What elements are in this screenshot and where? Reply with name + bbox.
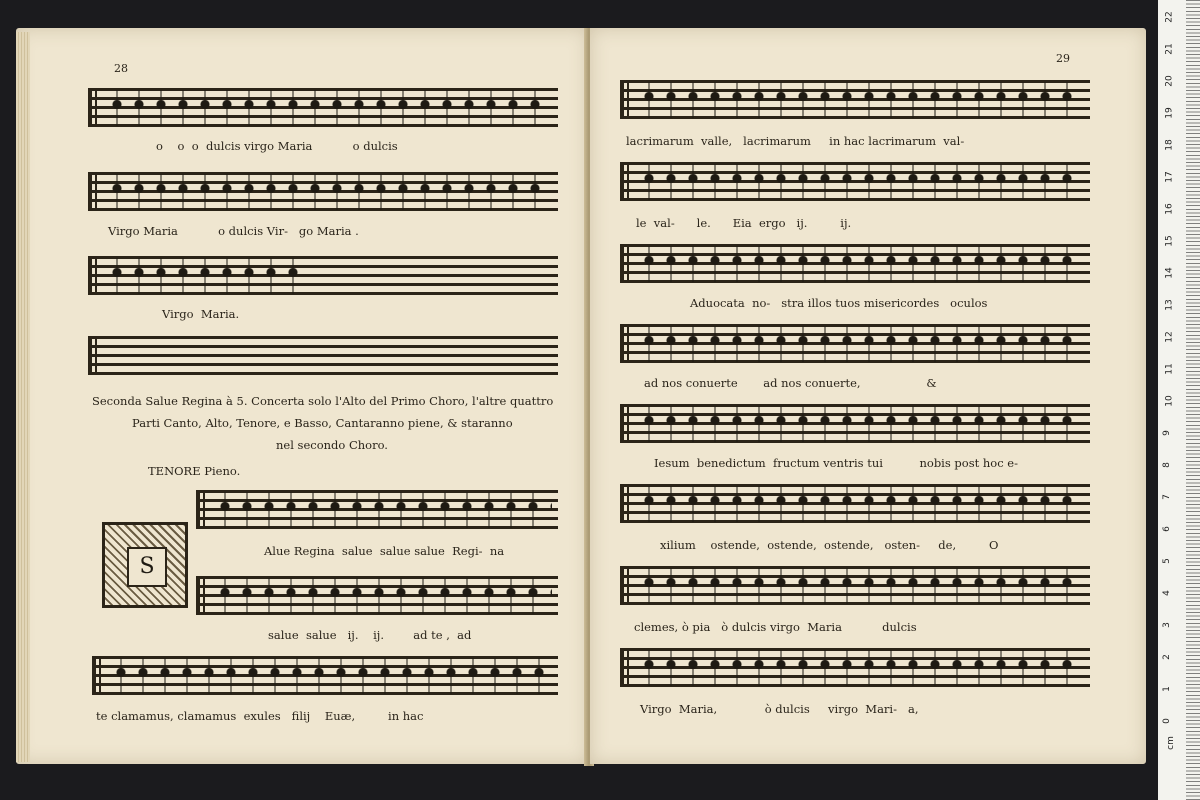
lyric-line: salue salue ij. ij. ad te , ad	[268, 628, 472, 642]
ruler-ticks	[1186, 0, 1200, 800]
measuring-ruler	[1158, 0, 1200, 800]
ruler-mark: 4	[1161, 590, 1172, 596]
ruler-mark: 16	[1164, 203, 1175, 215]
notes	[214, 492, 552, 528]
lyric-line: Virgo Maria o dulcis Vir- go Maria .	[108, 224, 359, 238]
lyric-line: ad nos conuerte ad nos conuerte, &	[644, 376, 937, 390]
page-number: 28	[114, 62, 128, 75]
lyric-line: clemes, ò pia ò dulcis virgo Maria dulcis	[634, 620, 917, 634]
notes	[106, 174, 552, 210]
notes	[214, 578, 552, 614]
ruler-mark: 10	[1164, 395, 1175, 407]
notes	[638, 486, 1084, 522]
music-staff	[88, 256, 558, 298]
ruler-mark: 21	[1164, 43, 1175, 55]
ruler-mark: 8	[1161, 462, 1172, 468]
notes	[638, 246, 1084, 282]
music-staff	[620, 484, 1090, 526]
ruler-mark: 19	[1164, 107, 1175, 119]
ruler-mark: 22	[1164, 11, 1175, 23]
notes	[110, 658, 552, 694]
open-book	[10, 28, 1150, 770]
section-heading: Seconda Salue Regina à 5. Concerta solo l'Alto del Primo Choro, l'altre quattro	[92, 394, 554, 408]
music-staff	[620, 404, 1090, 446]
notes	[638, 326, 1084, 362]
lyric-line: xilium ostende, ostende, ostende, osten- de, O	[660, 538, 999, 552]
music-staff	[196, 490, 558, 532]
music-staff	[620, 566, 1090, 608]
music-staff	[620, 648, 1090, 690]
music-staff	[196, 576, 558, 618]
ruler-mark: 12	[1164, 331, 1175, 343]
ruler-mark: 5	[1161, 558, 1172, 564]
notes	[638, 568, 1084, 604]
ruler-mark: 7	[1161, 494, 1172, 500]
ruler-mark: 6	[1161, 526, 1172, 532]
lyric-line: te clamamus, clamamus exules filij Euæ, in hac	[96, 709, 424, 723]
lyric-line: Virgo Maria.	[162, 307, 240, 321]
page-edges	[16, 32, 30, 762]
lyric-line: lacrimarum valle, lacrimarum in hac lacrimarum val-	[626, 134, 965, 148]
ruler-mark: 14	[1164, 267, 1175, 279]
ruler-mark: 15	[1164, 235, 1175, 247]
lyric-line: Virgo Maria, ò dulcis virgo Mari- a,	[640, 702, 919, 716]
ruler-mark: 0	[1161, 718, 1172, 724]
ruler-mark: 11	[1164, 363, 1175, 375]
notes	[106, 90, 552, 126]
section-heading: Parti Canto, Alto, Tenore, e Basso, Cantaranno piene, & staranno	[132, 416, 513, 430]
notes	[638, 406, 1084, 442]
empty-staff	[88, 336, 558, 378]
music-staff	[620, 162, 1090, 204]
lyric-line: le val- le. Eia ergo ij. ij.	[636, 216, 852, 230]
left-page	[16, 28, 588, 764]
lyric-line: Iesum benedictum fructum ventris tui nobis post hoc e-	[654, 456, 1018, 470]
section-heading: nel secondo Choro.	[276, 438, 388, 452]
decorated-initial	[102, 522, 188, 608]
ruler-mark: 1	[1161, 686, 1172, 692]
lyric-line: Aduocata no- stra illos tuos misericordes oculos	[690, 296, 988, 310]
ruler-mark: 17	[1164, 171, 1175, 183]
notes	[638, 82, 1084, 118]
music-staff	[92, 656, 558, 698]
ruler-unit: cm	[1165, 736, 1176, 750]
music-staff	[88, 88, 558, 130]
music-staff	[620, 80, 1090, 122]
lyric-line: o o o dulcis virgo Maria o dulcis	[156, 139, 398, 153]
ruler-mark: 18	[1164, 139, 1175, 151]
ruler-mark: 20	[1164, 75, 1175, 87]
voice-label: TENORE Pieno.	[148, 464, 241, 478]
music-staff	[620, 244, 1090, 286]
ruler-mark: 9	[1161, 430, 1172, 436]
right-page	[590, 28, 1146, 764]
music-staff	[620, 324, 1090, 366]
ruler-mark: 3	[1161, 622, 1172, 628]
ruler-mark: 2	[1161, 654, 1172, 660]
initial-letter: S	[127, 547, 167, 587]
notes	[638, 650, 1084, 686]
notes	[638, 164, 1084, 200]
notes	[106, 258, 308, 294]
ruler-mark: 13	[1164, 299, 1175, 311]
page-number: 29	[1056, 52, 1070, 65]
music-staff	[88, 172, 558, 214]
lyric-line: Alue Regina salue salue salue Regi- na	[264, 544, 505, 558]
